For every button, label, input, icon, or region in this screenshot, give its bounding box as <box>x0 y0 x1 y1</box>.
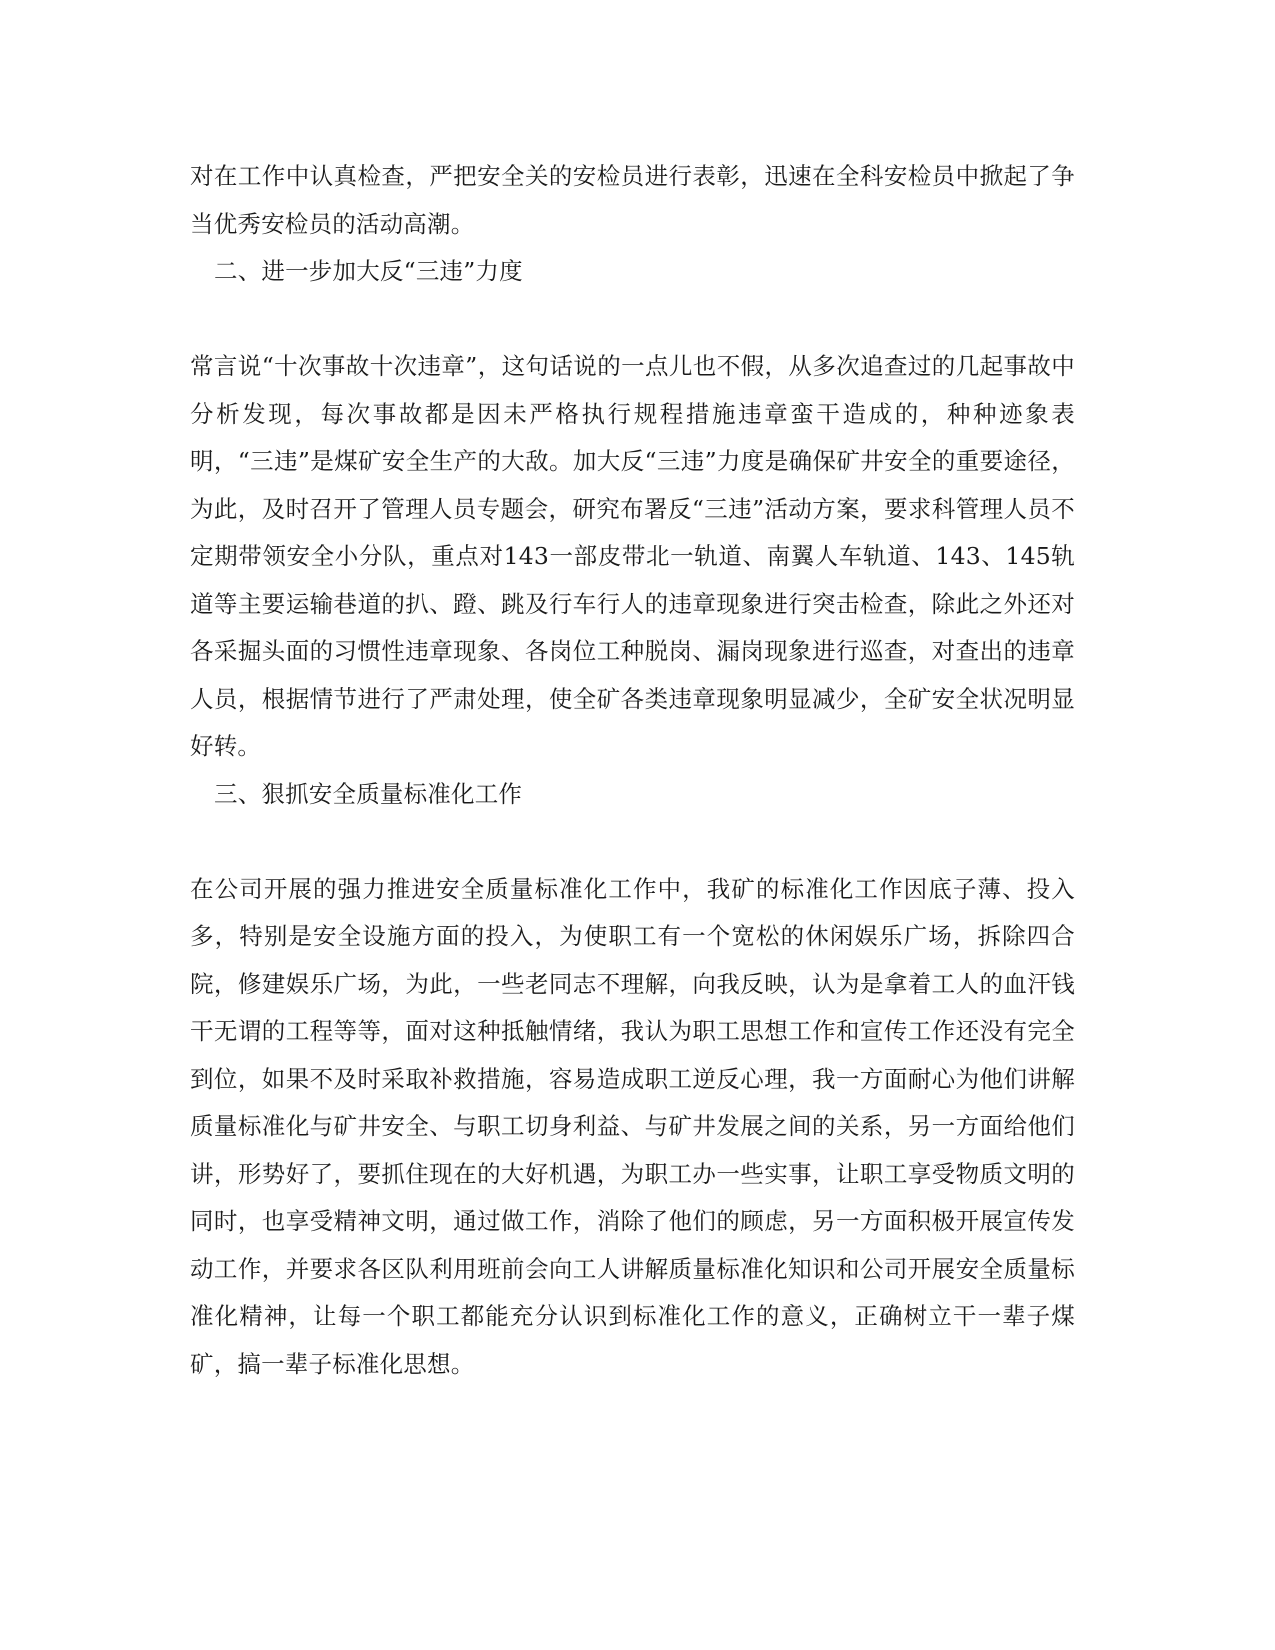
paragraph-quality-standardization: 在公司开展的强力推进安全质量标准化工作中，我矿的标准化工作因底子薄、投入多，特别是安全设施方面的投入，为使职工有一个宽松的休闲娱乐广场，拆除四合院，修建娱乐广场，为此，一些老同志不理解，向我反映，认为是拿着工人的血汗钱干无谓的工程等等，面对这种抵触情绪，我认为职工思想工作和宣传工作还没有完全到位，如果不及时采取补救措施，容易造成职工逆反心理，我一方面耐心为他们讲解质量标准化与矿井安全、与职工切身利益、与矿井发展之间的关系，另一方面给他们讲，形势好了，要抓住现在的大好机遇，为职工办一些实事，让职工享受物质文明的同时，也享受精神文明，通过做工作，消除了他们的顾虑，另一方面积极开展宣传发动工作，并要求各区队利用班前会向工人讲解质量标准化知识和公司开展安全质量标准化精神，让每一个职工都能充分认识到标准化工作的意义，正确树立干一辈子煤矿，搞一辈子标准化思想。 <box>190 874 1075 1378</box>
spacer <box>190 818 1075 866</box>
paragraph-inspector-commendation: 对在工作中认真检查，严把安全关的安检员进行表彰，迅速在全科安检员中掀起了争当优秀安检员的活动高潮。 <box>190 162 1075 238</box>
document-body <box>190 153 1075 1388</box>
spacer <box>190 296 1075 344</box>
section-heading-three: 三、狠抓安全质量标准化工作 <box>214 779 523 808</box>
section-heading-two: 二、进一步加大反“三违”力度 <box>214 257 523 285</box>
paragraph-anti-violations: 常言说“十次事故十次违章”，这句话说的一点儿也不假，从多次追查过的几起事故中分析发现，每次事故都是因未严格执行规程措施违章蛮干造成的，种种迹象表明，“三违”是煤矿安全生产的大敌。加大反“三违”力度是确保矿井安全的重要途径，为此，及时召开了管理人员专题会，研究布署反“三违”活动方案，要求科管理人员不定期带领安全小分队，重点对143一部皮带北一轨道、南翼人车轨道、143、145轨道等主要运输巷道的扒、蹬、跳及行车行人的违章现象进行突击检查，除此之外还对各采掘头面的习惯性违章现象、各岗位工种脱岗、漏岗现象进行巡查，对查出的违章人员，根据情节进行了严肃处理，使全矿各类违章现象明显减少，全矿安全状况明显好转。 <box>190 352 1075 760</box>
